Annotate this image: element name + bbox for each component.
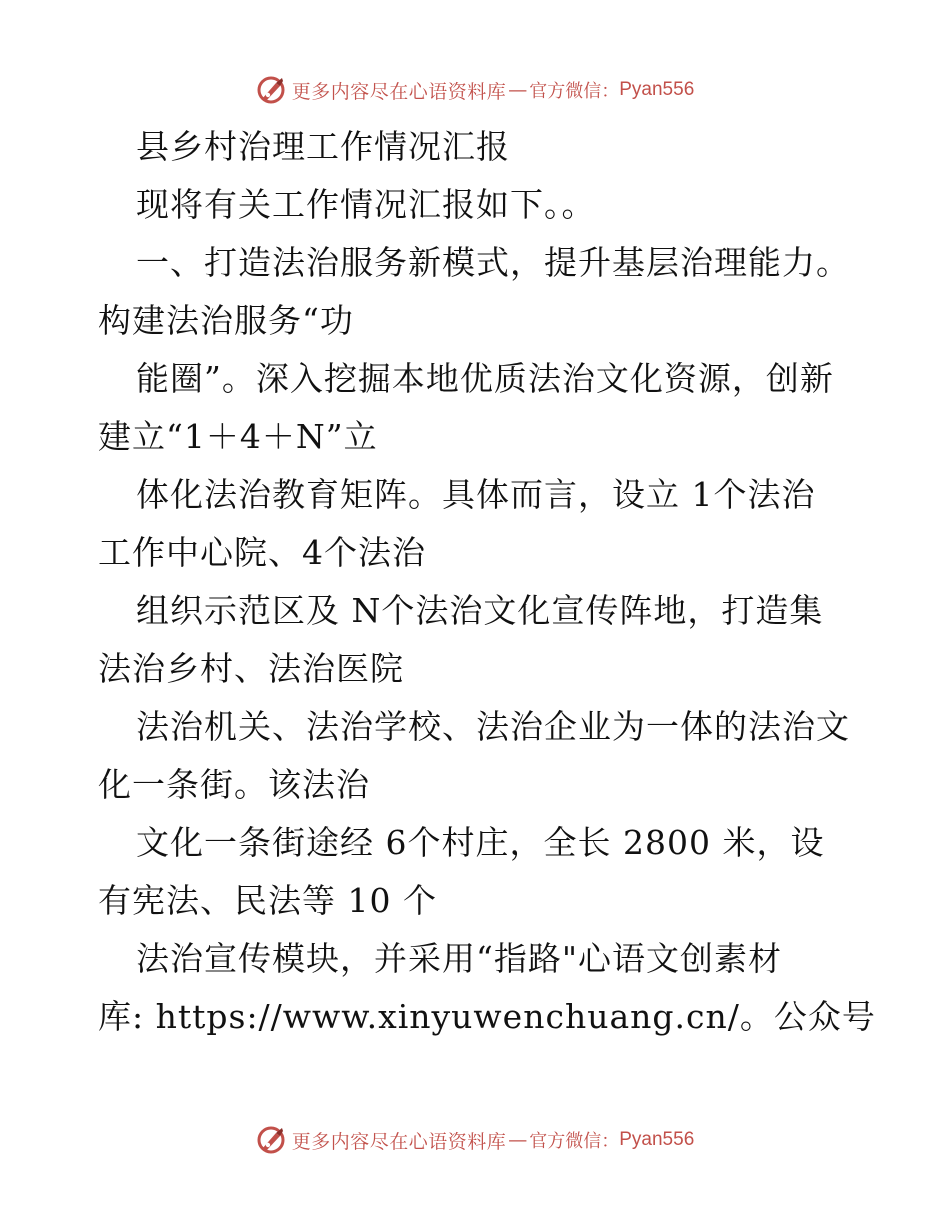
paragraph-line: 法治宣传模块，并采用“指路"心语文创素材 (136, 939, 783, 978)
paragraph-line: 建立“1＋4＋N”立 (98, 417, 378, 456)
paragraph-line: 文化一条街途经 6个村庄，全长 2800 米，设 (136, 823, 825, 862)
section-heading: 一、打造法治服务新模式，提升基层治理能力。 (136, 243, 850, 282)
banner-slogan: 更多内容尽在心语资料库 (291, 1130, 507, 1153)
paragraph-line: 化一条街。该法治 (98, 765, 370, 804)
paragraph-line: 体化法治教育矩阵。具体而言，设立 1个法治 (136, 475, 816, 514)
pen-logo-icon (256, 75, 286, 105)
paragraph-line: 有宪法、民法等 10 个 (98, 881, 437, 920)
document-body (98, 118, 878, 1046)
paragraph-line: 能圈”。深入挖掘本地优质法治文化资源，创新 (136, 359, 834, 398)
banner-dash: — (508, 1129, 528, 1151)
paragraph-line: 构建法治服务“功 (98, 301, 354, 340)
paragraph-line: 现将有关工作情况汇报如下。。 (136, 185, 596, 224)
header-banner (0, 70, 950, 110)
paragraph-line: 法治机关、法治学校、法治企业为一体的法治文 (136, 707, 850, 746)
paragraph-line: 组织示范区及 N个法治文化宣传阵地，打造集 (136, 591, 824, 630)
paragraph-line: 法治乡村、法治医院 (98, 649, 404, 688)
banner-dash: — (508, 79, 528, 101)
banner-wechat-label: 官方微信： (529, 81, 620, 102)
banner-wechat-id: Pyan556 (619, 79, 695, 100)
paragraph-line-url: 库: https://www.xinyuwenchuang.cn/。公众号 (98, 997, 876, 1036)
footer-banner (0, 1120, 950, 1160)
document-title: 县乡村治理工作情况汇报 (136, 127, 510, 166)
paragraph-line: 工作中心院、4个法治 (98, 533, 426, 572)
banner-slogan: 更多内容尽在心语资料库 (291, 80, 507, 103)
pen-logo-icon (256, 1125, 286, 1155)
banner-wechat-id: Pyan556 (619, 1129, 695, 1150)
banner-wechat-label: 官方微信： (529, 1131, 620, 1152)
